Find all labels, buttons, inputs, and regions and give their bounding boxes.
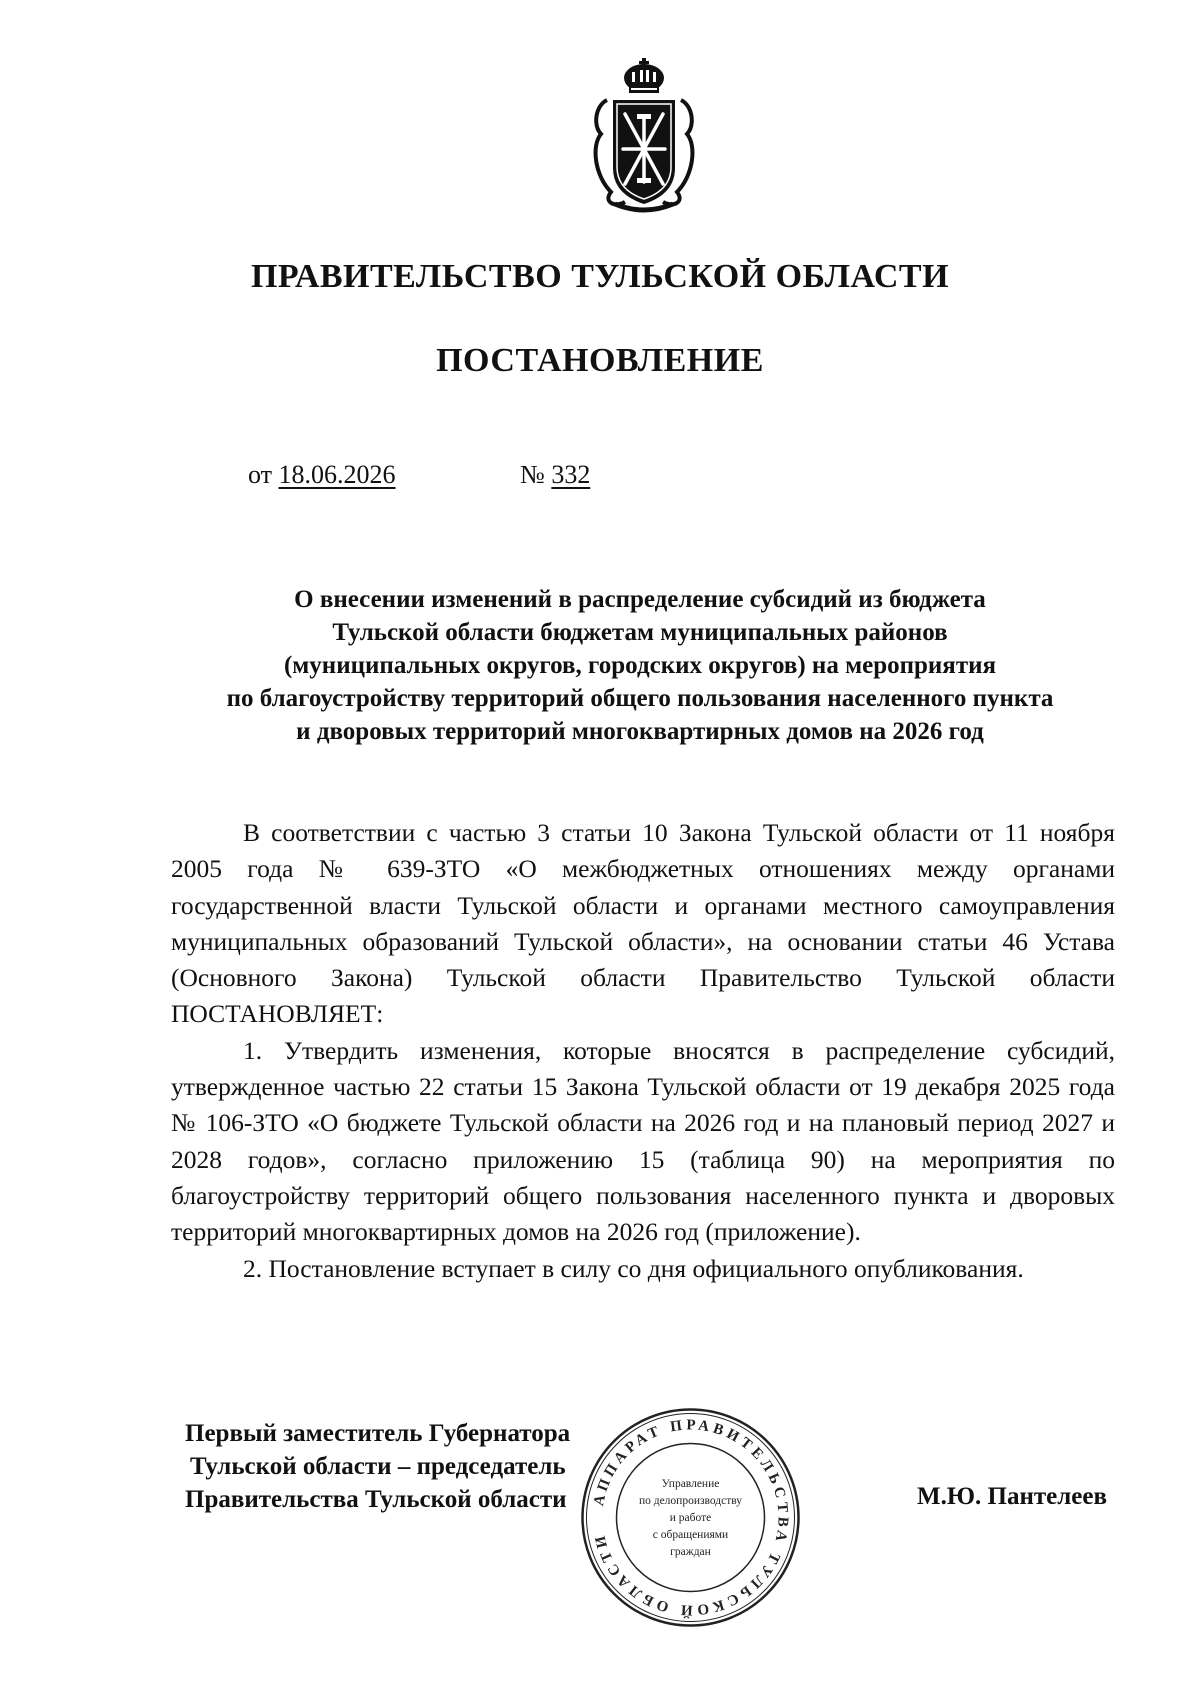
document-title: [150, 583, 1130, 748]
date-prefix: от: [248, 460, 273, 489]
svg-text:граждан: граждан: [670, 1546, 711, 1558]
title-line: (муниципальных округов, городских округов) на мероприятия: [283, 652, 997, 679]
preamble-paragraph: В соответствии с частью 3 статьи 10 Закона Тульской области от 11 ноября 2005 года № 639-ЗТО «О межбюджетных отношениях между органами государственной власти Тульской области и органами местного самоуправления муниципальных образований Тульской области», на основании статьи 46 Устава (Основного Закона) Тульской области Правительство Тульской области ПОСТАНОВЛЯЕТ:: [171, 818, 1115, 1029]
svg-text:и работе: и работе: [669, 1512, 712, 1524]
svg-text:по делопроизводству: по делопроизводству: [638, 1495, 743, 1507]
document-body: [171, 815, 1115, 1287]
signer-position: [185, 1417, 570, 1516]
signer-position-line: Тульской области – председатель: [190, 1453, 566, 1480]
number-prefix: №: [520, 460, 545, 489]
clause-1-paragraph: 1. Утвердить изменения, которые вносятся в распределение субсидий, утвержденное частью 22 статьи 15 Закона Тульской области от 19 декабря 2025 года № 106-ЗТО «О бюджете Тульской области на 2026 год и на плановый период 2027 и 2028 годов», согласно приложению 15 (таблица 90) на мероприятия по благоустройству территорий общего пользования населенного пункта и дворовых территорий многоквартирных домов на 2026 год (приложение).: [171, 1035, 1115, 1247]
svg-text:с обращениями: с обращениями: [652, 1529, 729, 1541]
document-type: ПОСТАНОВЛЕНИЕ: [436, 342, 764, 379]
document-date: [248, 460, 396, 490]
signer-position-line: Правительства Тульской области: [185, 1486, 567, 1513]
title-line: Тульской области бюджетам муниципальных районов: [332, 619, 948, 646]
title-line: по благоустройству территорий общего пользования населенного пункта: [226, 685, 1054, 712]
signer-position-line: Первый заместитель Губернатора: [185, 1420, 571, 1447]
svg-text:Управление: Управление: [661, 1478, 720, 1490]
signer-name: М.Ю. Пантелеев: [917, 1483, 1107, 1510]
title-line: и дворовых территорий многоквартирных домов на 2026 год: [296, 718, 984, 745]
svg-text:АППАРАТ ПРАВИТЕЛЬСТВА ТУЛЬСКОЙ: АППАРАТ ПРАВИТЕЛЬСТВА ТУЛЬСКОЙ ОБЛАСТИ: [591, 1417, 791, 1618]
date-value: 18.06.2026: [278, 460, 396, 489]
organization-name: ПРАВИТЕЛЬСТВО ТУЛЬСКОЙ ОБЛАСТИ: [250, 258, 950, 295]
document-number: [520, 460, 590, 490]
official-stamp: [578, 1405, 803, 1630]
coat-of-arms-icon: [585, 56, 703, 216]
clause-2-paragraph: 2. Постановление вступает в силу со дня официального опубликования.: [243, 1253, 1024, 1283]
title-line: О внесении изменений в распределение субсидий из бюджета: [294, 586, 986, 613]
number-value: 332: [551, 460, 591, 489]
